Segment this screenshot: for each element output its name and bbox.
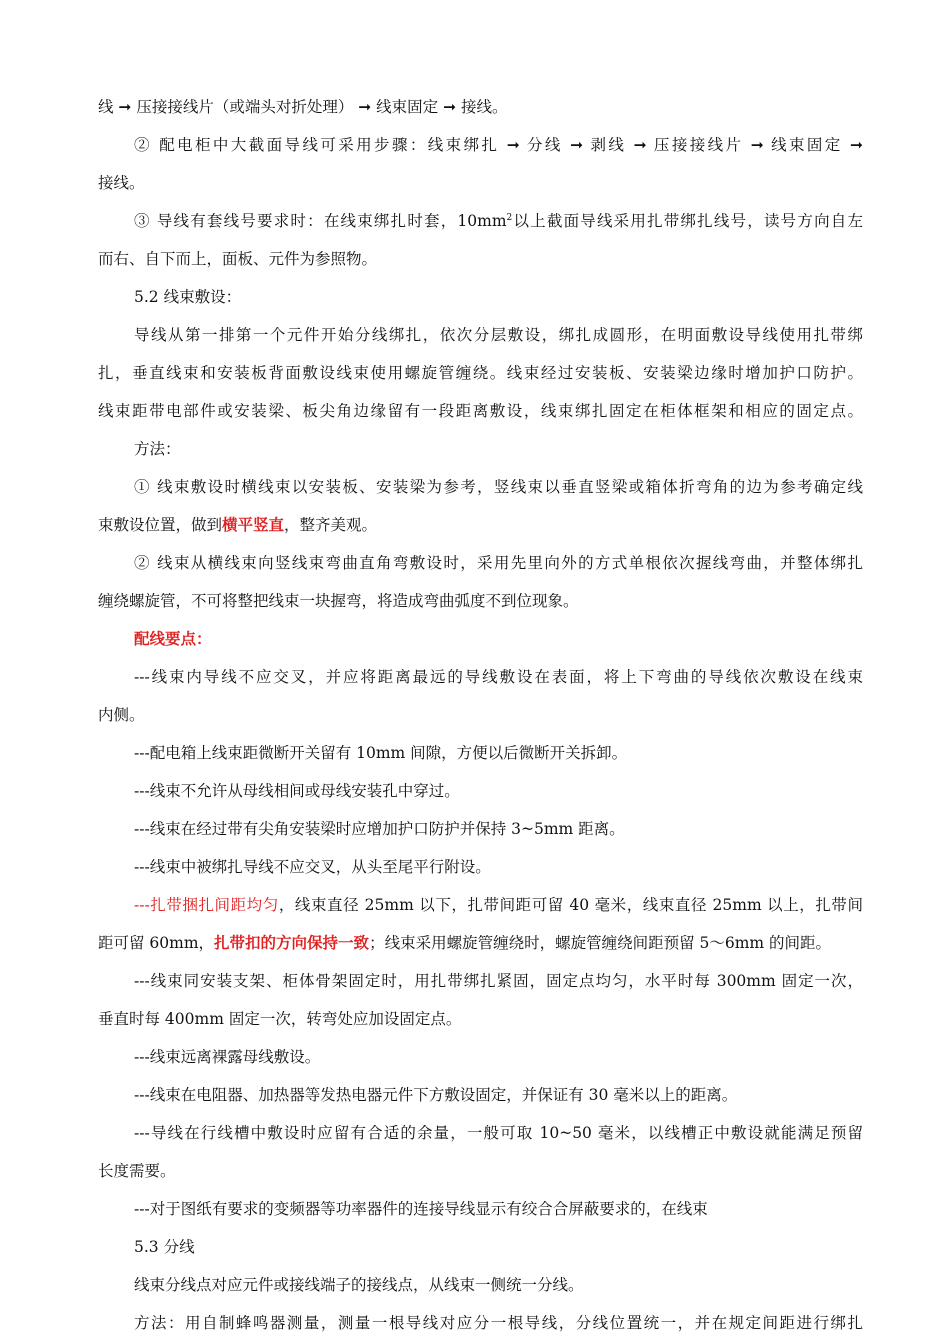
text-line: ---导线在行线槽中敷设时应留有合适的余量，一般可取 10~50 毫米，以线槽正中敷设就能满足预留	[134, 1124, 863, 1142]
text-line: 扎，垂直线束和安装板背面敷设线束使用螺旋管缠绕。线束经过安装板、安装梁边缘时增加护口防护。	[98, 364, 863, 382]
text-line: ---线束在经过带有尖角安装梁时应增加护口防护并保持 3~5mm 距离。	[134, 820, 625, 838]
text-line: 内侧。	[98, 706, 145, 724]
text-line: 长度需要。	[98, 1162, 176, 1180]
text-line: ---线束不允许从母线相间或母线安装孔中穿过。	[134, 782, 460, 800]
text-segment: ，整齐美观。	[284, 516, 378, 534]
text-line: ---线束中被绑扎导线不应交叉，从头至尾平行附设。	[134, 858, 491, 876]
text-segment: ；线束采用螺旋管缠绕时，螺旋管缠绕间距预留 5～6mm 的间距。	[369, 934, 832, 952]
highlight-text: 扎带捆扎间距均匀	[149, 896, 279, 914]
text-line: 方法：	[134, 440, 181, 458]
text-line: 线 ➞ 压接接线片（或端头对折处理） ➞ 线束固定 ➞ 接线。	[98, 98, 508, 116]
section-heading: 5.3 分线	[134, 1238, 195, 1256]
text-line: ② 配电柜中大截面导线可采用步骤：线束绑扎 ➞ 分线 ➞ 剥线 ➞ 压接接线片 ➞ 线束固定 ➞	[134, 136, 863, 154]
document-body	[98, 88, 863, 1342]
text-line: 线束分线点对应元件或接线端子的接线点，从线束一侧统一分线。	[134, 1276, 584, 1294]
superscript: 2	[506, 213, 513, 223]
highlight-text: 横平竖直	[222, 515, 285, 534]
text-line: ---对于图纸有要求的变频器等功率器件的连接导线显示有绞合合屏蔽要求的，在线束	[134, 1200, 708, 1218]
highlight-text: 扎带扣的方向保持一致	[214, 933, 370, 952]
text-line: 缠绕螺旋管，不可将整把线束一块握弯，将造成弯曲弧度不到位现象。	[98, 592, 579, 610]
text-line: 方法：用自制蜂鸣器测量，测量一根导线对应分一根导线，分线位置统一，并在规定间距进行绑扎	[134, 1314, 863, 1332]
text-line: 垂直时每 400mm 固定一次，转弯处应加设固定点。	[98, 1010, 462, 1028]
highlight-text: ---	[134, 896, 150, 914]
text-line	[98, 506, 863, 544]
text-line: ---线束远离裸露母线敷设。	[134, 1048, 321, 1066]
text-line: 接线。	[98, 174, 145, 192]
text-line: ---线束内导线不应交叉，并应将距离最远的导线敷设在表面，将上下弯曲的导线依次敷设在线束	[134, 668, 863, 686]
text-line	[98, 886, 863, 924]
text-line	[98, 924, 863, 962]
text-line: ---线束同安装支架、柜体骨架固定时，用扎带绑扎紧固，固定点均匀，水平时每 300mm 固定一次，	[134, 972, 863, 990]
text-line: ---线束在电阻器、加热器等发热电器元件下方敷设固定，并保证有 30 毫米以上的距离。	[134, 1086, 738, 1104]
text-line: ① 线束敷设时横线束以安装板、安装梁为参考，竖线束以垂直竖梁或箱体折弯角的边为参考确定线	[134, 478, 863, 496]
text-line: ---配电箱上线束距微断开关留有 10mm 间隙，方便以后微断开关拆卸。	[134, 744, 628, 762]
text-segment: 以上截面导线采用扎带绑扎线号，读号方向自左	[512, 212, 863, 230]
text-line: 导线从第一排第一个元件开始分线绑扎，依次分层敷设，绑扎成圆形，在明面敷设导线使用扎带绑	[134, 326, 863, 344]
text-segment: ③ 导线有套线号要求时：在线束绑扎时套，10mm	[134, 212, 507, 230]
highlight-heading: 配线要点：	[134, 629, 212, 648]
section-heading: 5.2 线束敷设：	[134, 288, 242, 306]
text-line: ② 线束从横线束向竖线束弯曲直角弯敷设时，采用先里向外的方式单根依次握线弯曲，并整体绑扎	[134, 554, 863, 572]
text-segment: 距可留 60mm，	[98, 934, 215, 952]
text-line	[98, 202, 863, 240]
text-line: 而右、自下而上，面板、元件为参照物。	[98, 250, 378, 268]
text-line: 线束距带电部件或安装梁、板尖角边缘留有一段距离敷设，线束绑扎固定在柜体框架和相应的固定点。	[98, 402, 863, 420]
text-segment: ，线束直径 25mm 以下，扎带间距可留 40 毫米，线束直径 25mm 以上，扎带间	[278, 896, 863, 914]
text-segment: 束敷设位置，做到	[98, 516, 223, 534]
